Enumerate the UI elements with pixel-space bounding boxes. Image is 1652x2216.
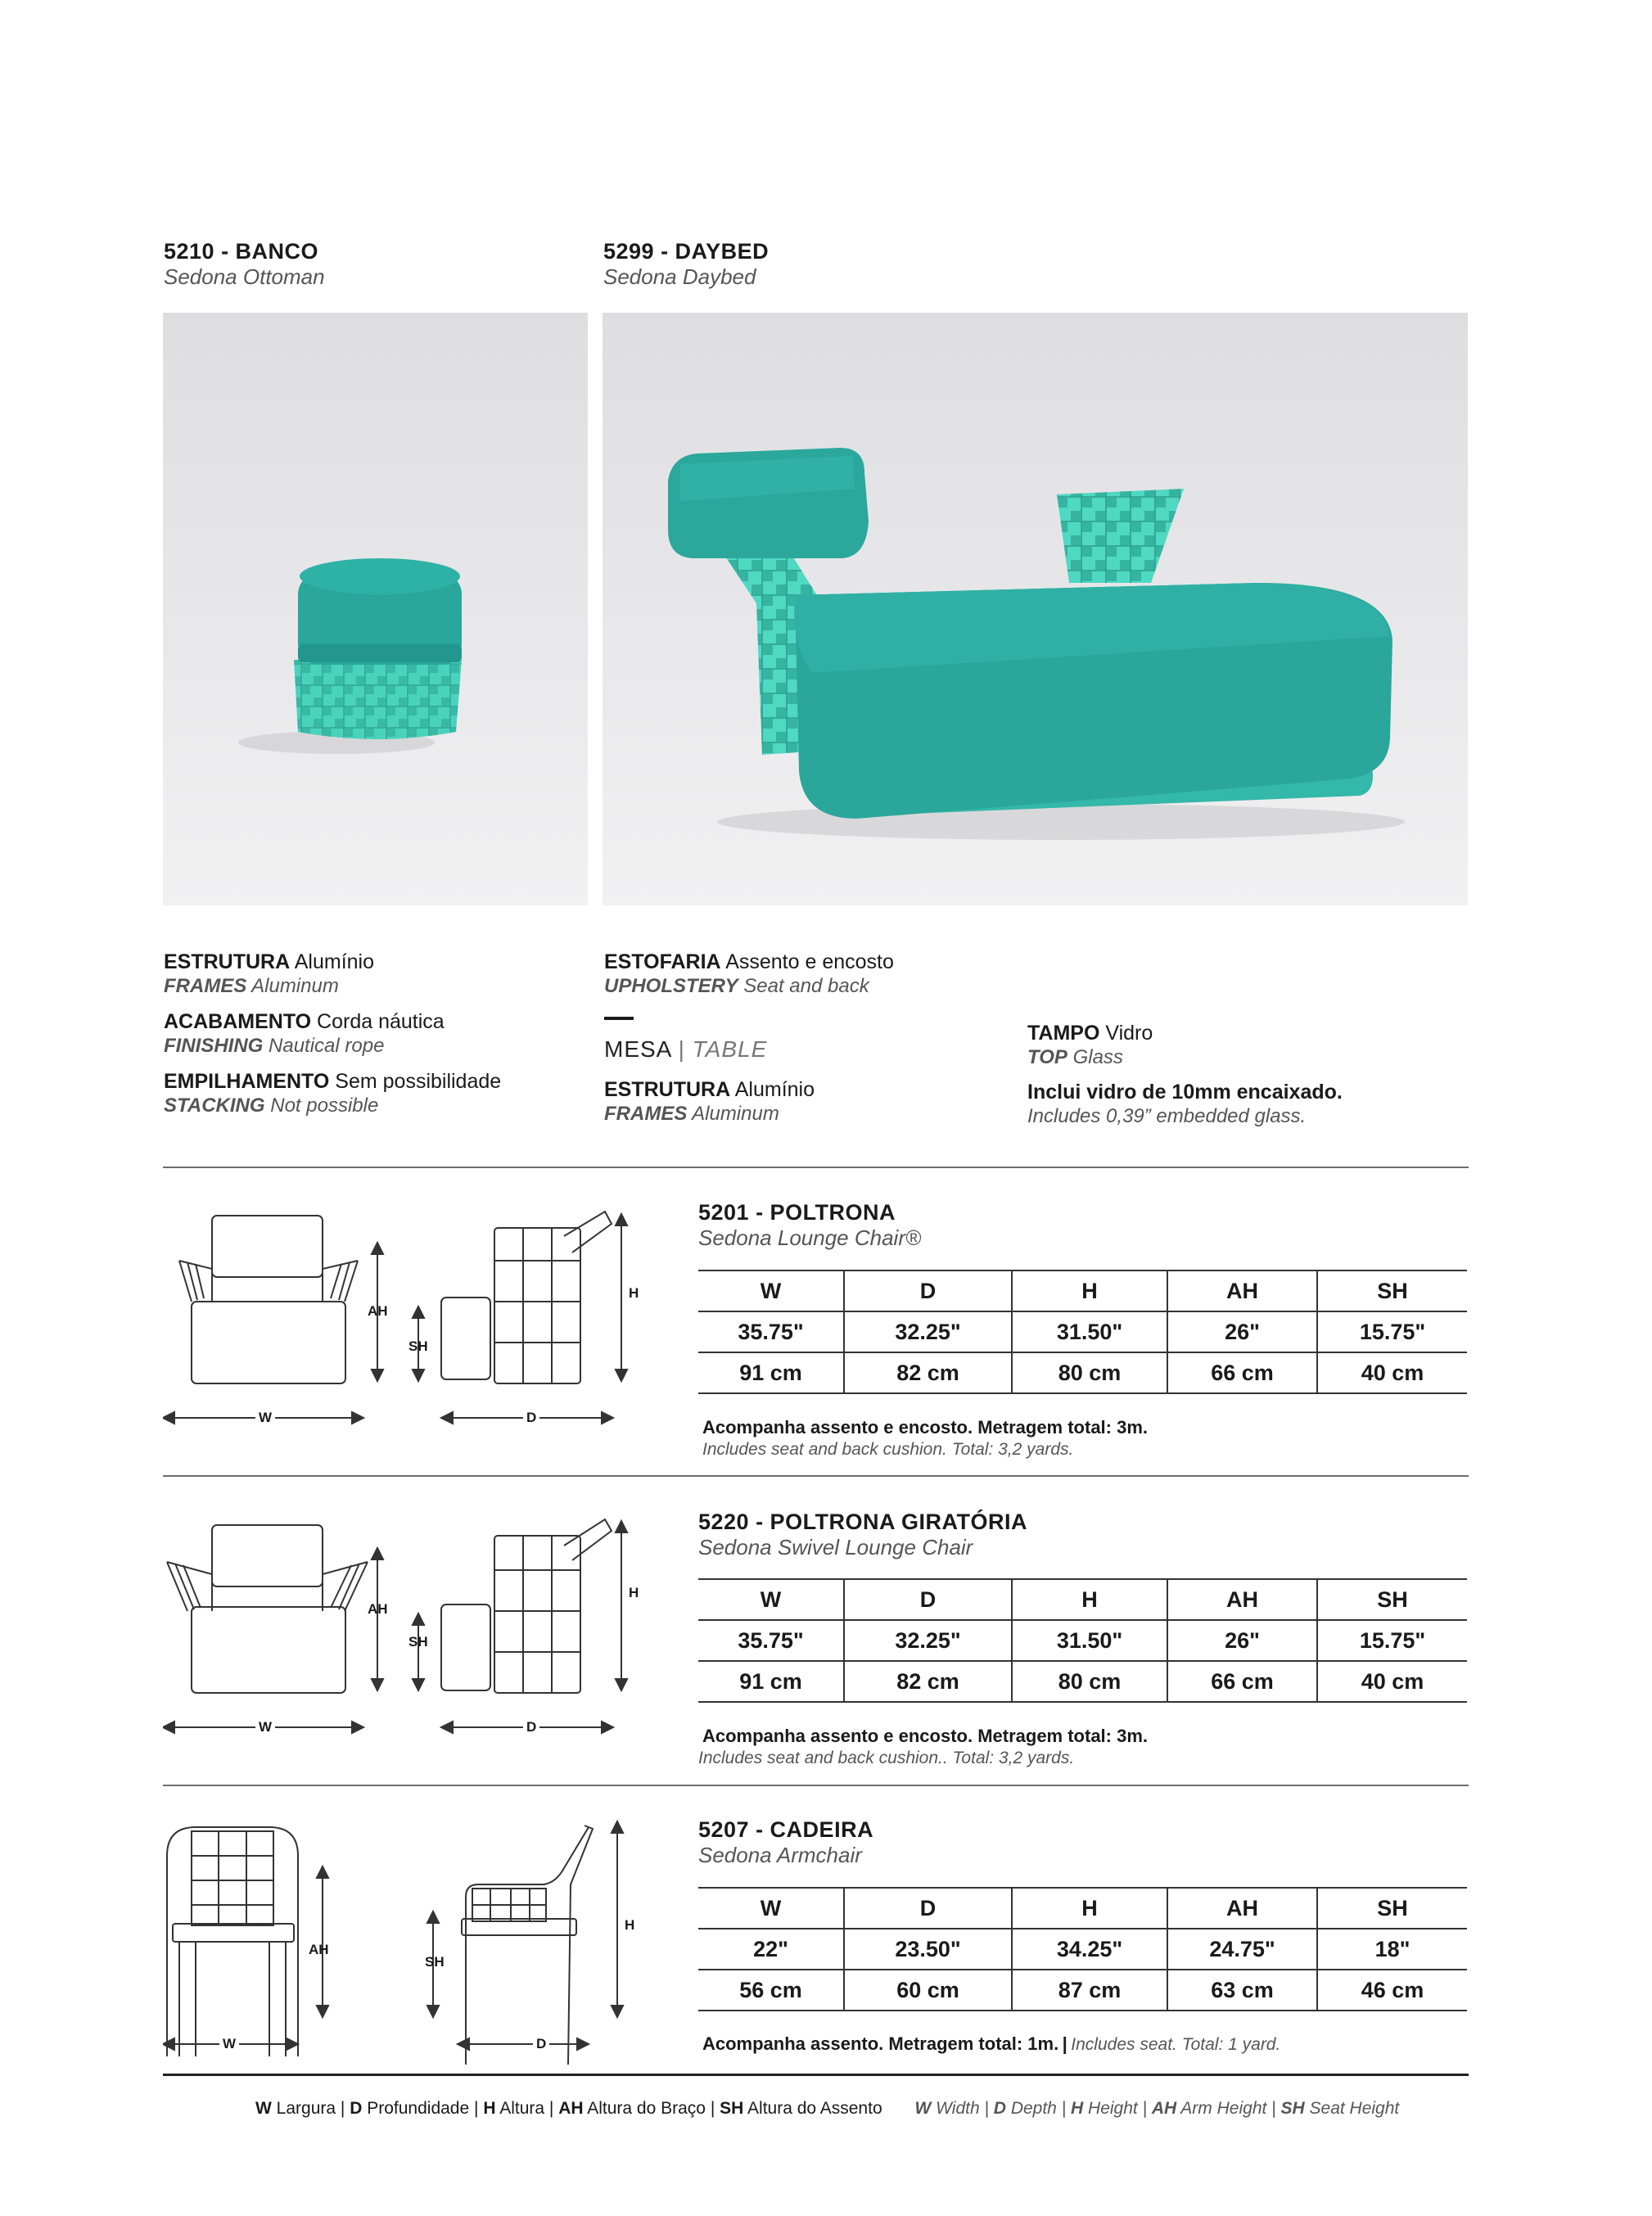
cell: 80 cm (1012, 1661, 1167, 1702)
legend-sep: | (1271, 2099, 1276, 2118)
cell: 15.75" (1359, 1627, 1426, 1653)
spec-label: ESTRUTURA (604, 1078, 731, 1101)
col-ah: AH (1167, 1579, 1317, 1620)
lounge-chair-note: Acompanha assento e encosto. Metragem total: 3m. (702, 1417, 1149, 1437)
h-arrow (612, 1821, 623, 2017)
table-row (698, 1620, 1467, 1661)
legend-key: AH (558, 2099, 584, 2118)
spec-value: Vidro (1105, 1022, 1153, 1045)
label-d: D (523, 1410, 539, 1426)
swivel-chair-dimensions-table (698, 1578, 1467, 1703)
cell: 91 cm (698, 1661, 844, 1702)
swivel-chair-code: 5220 - POLTRONA GIRATÓRIA (698, 1510, 1028, 1534)
label-ah: AH (368, 1303, 388, 1319)
armchair-note-pt: Acompanha assento. Metragem total: 1m. (702, 2033, 1059, 2054)
table-row (698, 1661, 1467, 1702)
col-h: H (1012, 1888, 1167, 1929)
cell: 87 cm (1012, 1970, 1167, 2011)
cell: 82 cm (844, 1661, 1012, 1702)
col-h: H (1012, 1270, 1167, 1311)
col-d: D (844, 1888, 1012, 1929)
glass-note-en: Includes 0,39” embedded glass. (1027, 1105, 1307, 1127)
legend (255, 2099, 1399, 2119)
cell: 15.75" (1359, 1319, 1426, 1344)
legend-value: Height (1088, 2099, 1138, 2118)
cell: 32.25" (844, 1620, 1012, 1661)
col-sh: SH (1377, 1895, 1408, 1920)
ottoman-code: 5210 - BANCO (164, 239, 319, 264)
spec-value: Sem possibilidade (335, 1070, 502, 1093)
legend-key: D (993, 2099, 1006, 2118)
swivel-chair-subtitle: Sedona Swivel Lounge Chair (698, 1535, 973, 1559)
lounge-chair-code: 5201 - POLTRONA (698, 1200, 896, 1225)
legend-value: Width (936, 2099, 980, 2118)
cell: 91 cm (698, 1352, 844, 1393)
label-h: H (629, 1585, 639, 1600)
legend-value: Arm Height (1180, 2099, 1267, 2118)
spec-value-en: Nautical rope (269, 1035, 385, 1057)
cell: 34.25" (1012, 1929, 1167, 1970)
swivel-chair-note-en: Includes seat and back cushion.. Total: 3,2 yards. (698, 1749, 1075, 1767)
col-w: W (698, 1270, 844, 1311)
spec-label-en: STACKING (164, 1094, 265, 1117)
col-d: D (844, 1579, 1012, 1620)
spec-value-en: Aluminum (251, 975, 339, 997)
legend-sep: | (1142, 2099, 1148, 2118)
legend-key: W (255, 2099, 272, 2118)
legend-key: AH (1151, 2099, 1177, 2118)
label-sh: SH (425, 1954, 445, 1970)
spec-label: ESTRUTURA (164, 950, 291, 973)
legend-value: Profundidade (367, 2099, 470, 2118)
legend-key: H (483, 2099, 496, 2118)
table-header-row (698, 1270, 1467, 1311)
cell: 60 cm (844, 1970, 1012, 2011)
col-h: H (1012, 1579, 1167, 1620)
cell: 26" (1167, 1311, 1317, 1352)
table-row (698, 1970, 1467, 2011)
label-ah: AH (368, 1601, 388, 1617)
cell: 26" (1167, 1620, 1317, 1661)
label-w: W (255, 1410, 275, 1426)
lounge-chair-note-en: Includes seat and back cushion. Total: 3,2 yards. (702, 1440, 1074, 1459)
daybed-code: 5299 - DAYBED (603, 239, 770, 264)
legend-sep: | (710, 2099, 715, 2118)
armchair-note (702, 2033, 1280, 2055)
cell: 35.75" (698, 1311, 844, 1352)
table-heading (604, 1036, 1013, 1063)
legend-sep: | (548, 2099, 554, 2118)
armchair-note-en: Includes seat. Total: 1 yard. (1071, 2035, 1281, 2054)
col-sh: SH (1377, 1586, 1408, 1612)
table-row (698, 1311, 1467, 1352)
cell: 23.50" (844, 1929, 1012, 1970)
daybed-specs (604, 950, 1013, 1126)
legend-sep: | (474, 2099, 479, 2118)
legend-key: SH (720, 2099, 744, 2118)
table-header-row (698, 1579, 1467, 1620)
lounge-chair-diagram (163, 1203, 639, 1441)
ottoman-subtitle: Sedona Ottoman (164, 264, 325, 289)
label-h: H (629, 1285, 639, 1301)
legend-value: Seat Height (1309, 2099, 1400, 2118)
spec-label: EMPILHAMENTO (164, 1070, 330, 1093)
legend-sep: | (984, 2099, 989, 2118)
table-heading-sep: | (678, 1036, 685, 1062)
spec-label-en: FRAMES (604, 1103, 688, 1125)
cell: 80 cm (1012, 1352, 1167, 1393)
cell: 24.75" (1167, 1929, 1317, 1970)
spec-label-en: FRAMES (164, 975, 247, 997)
cell: 31.50" (1012, 1620, 1167, 1661)
col-d: D (844, 1270, 1012, 1311)
col-w: W (698, 1888, 844, 1929)
daybed-photo (603, 313, 1468, 905)
col-w: W (698, 1579, 844, 1620)
table-heading-pt: MESA (604, 1036, 671, 1062)
label-d: D (523, 1719, 539, 1735)
armchair-note-sep: | (1062, 2033, 1067, 2054)
h-arrow (616, 1521, 627, 1690)
label-h: H (625, 1917, 635, 1933)
cell: 22" (698, 1929, 844, 1970)
col-ah: AH (1167, 1888, 1317, 1929)
cell: 46 cm (1361, 1977, 1424, 2002)
legend-sep: | (1061, 2099, 1067, 2118)
swivel-chair-note: Acompanha assento e encosto. Metragem total: 3m. (702, 1726, 1149, 1746)
table-header-row (698, 1888, 1467, 1929)
glass-note: Inclui vidro de 10mm encaixado. (1027, 1081, 1343, 1103)
spec-value-en: Aluminum (692, 1103, 779, 1125)
section-divider (163, 1475, 1469, 1477)
spec-label: ACABAMENTO (164, 1010, 312, 1033)
ottoman-photo (163, 313, 588, 905)
cell: 40 cm (1361, 1668, 1424, 1694)
legend-divider (163, 2074, 1469, 2076)
cell: 31.50" (1012, 1311, 1167, 1352)
legend-value: Depth (1010, 2099, 1057, 2118)
cell: 40 cm (1361, 1360, 1424, 1385)
spec-value-en: Not possible (270, 1094, 379, 1117)
legend-key: SH (1280, 2099, 1305, 2118)
cell: 35.75" (698, 1620, 844, 1661)
legend-en (914, 2099, 1399, 2118)
spec-value: Assento e encosto (725, 950, 894, 973)
spec-stacking (164, 1069, 589, 1118)
armchair-code: 5207 - CADEIRA (698, 1817, 874, 1842)
spec-label-en: UPHOLSTERY (604, 975, 738, 997)
cell: 66 cm (1167, 1661, 1317, 1702)
divider-dash (604, 1017, 634, 1020)
legend-value: Altura do Braço (587, 2099, 706, 2118)
label-ah: AH (309, 1942, 329, 1957)
spec-value: Corda náutica (317, 1010, 445, 1033)
table-heading-en: TABLE (692, 1036, 768, 1062)
armchair-subtitle: Sedona Armchair (698, 1843, 862, 1867)
h-arrow (616, 1214, 627, 1381)
daybed-subtitle: Sedona Daybed (603, 264, 756, 289)
daybed-top-specs (1027, 1021, 1453, 1129)
table-row (698, 1929, 1467, 1970)
legend-pt (255, 2099, 887, 2118)
table-row (698, 1352, 1467, 1393)
label-sh: SH (408, 1338, 428, 1354)
cell: 63 cm (1167, 1970, 1317, 2011)
legend-key: D (350, 2099, 363, 2118)
legend-value: Altura (499, 2099, 545, 2118)
spec-label-en: FINISHING (164, 1035, 264, 1057)
section-divider (163, 1167, 1469, 1168)
spec-value: Alumínio (294, 950, 375, 973)
col-ah: AH (1167, 1270, 1317, 1311)
label-d: D (533, 2036, 549, 2052)
spec-value-en: Seat and back (743, 975, 869, 997)
col-sh: SH (1377, 1278, 1408, 1303)
spec-label: TAMPO (1027, 1022, 1100, 1045)
cell: 32.25" (844, 1311, 1012, 1352)
lounge-chair-dimensions-table (698, 1270, 1467, 1394)
swivel-chair-diagram (163, 1513, 639, 1750)
armchair-diagram (163, 1819, 654, 2065)
armchair-dimensions-table (698, 1887, 1467, 2011)
spec-label: ESTOFARIA (604, 950, 721, 973)
lounge-chair-subtitle: Sedona Lounge Chair® (698, 1225, 922, 1250)
label-w: W (255, 1719, 275, 1735)
cell: 82 cm (844, 1352, 1012, 1393)
cell: 66 cm (1167, 1352, 1317, 1393)
cell: 18" (1374, 1936, 1411, 1961)
legend-key: W (914, 2099, 932, 2118)
sh-arrow (413, 1613, 424, 1690)
legend-value: Largura (276, 2099, 336, 2118)
spec-label-en: TOP (1027, 1046, 1067, 1068)
label-sh: SH (408, 1634, 428, 1650)
ottoman-specs (164, 950, 589, 1118)
cell: 56 cm (698, 1970, 844, 2011)
spec-finishing (164, 1009, 589, 1058)
ah-arrow (372, 1548, 383, 1690)
label-w: W (219, 2036, 239, 2052)
legend-key: H (1071, 2099, 1084, 2118)
spec-value: Alumínio (734, 1078, 815, 1101)
legend-sep: | (340, 2099, 345, 2118)
spec-value-en: Glass (1072, 1046, 1123, 1068)
spec-frames (164, 950, 589, 999)
legend-value: Altura do Assento (747, 2099, 882, 2118)
section-divider (163, 1785, 1469, 1786)
